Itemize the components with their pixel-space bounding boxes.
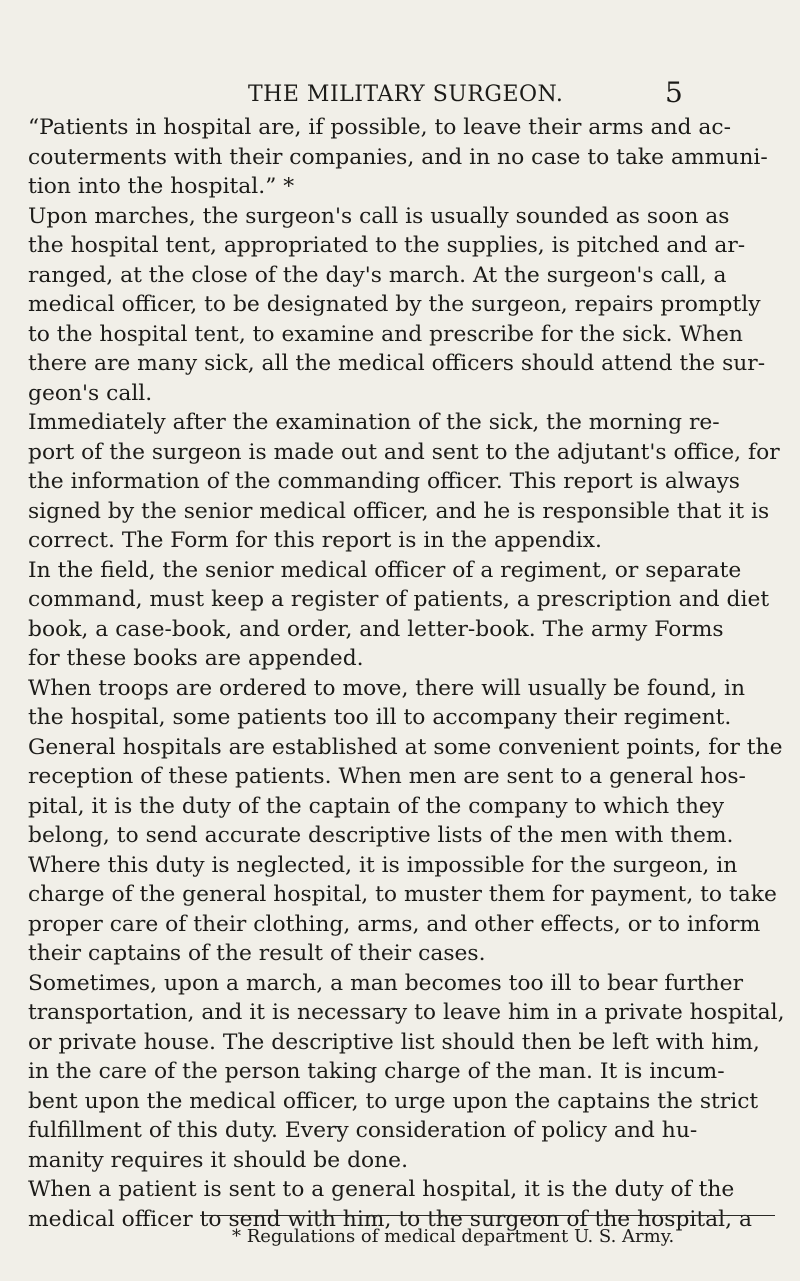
text-line: reception of these patients. When men are sent to a general hos- (28, 764, 746, 789)
text-line: or private house. The descriptive list should then be left with him, (28, 1029, 760, 1055)
text-line: proper care of their clothing, arms, and other effects, or to inform (28, 911, 761, 937)
text-line: medical officer, to be designated by the surgeon, repairs promptly (28, 292, 761, 317)
text-line: pital, it is the duty of the captain of the company to which they (28, 793, 725, 819)
body-text (28, 113, 798, 1234)
text-line: geon's call. (28, 380, 153, 406)
text-line: correct. The Form for this report is in the appendix. (28, 528, 602, 553)
text-line: Sometimes, upon a march, a man becomes too ill to bear further (28, 970, 743, 996)
text-line: “Patients in hospital are, if possible, to leave their arms and ac- (28, 115, 731, 140)
text-line: there are many sick, all the medical officers should attend the sur- (28, 351, 766, 376)
text-line: for these books are appended. (28, 646, 364, 671)
text-line: the hospital, some patients too ill to accompany their regiment. (28, 705, 732, 730)
text-line: to the hospital tent, to examine and prescribe for the sick. When (28, 321, 743, 347)
footnote-rule (200, 1215, 775, 1216)
text-line: belong, to send accurate descriptive lists of the men with them. (28, 823, 734, 848)
text-line: command, must keep a register of patients, a prescription and diet (28, 587, 770, 612)
text-line: General hospitals are established at some convenient points, for the (28, 734, 783, 760)
text-line: In the field, the senior medical officer of a regiment, or separate (28, 557, 742, 583)
text-line: medical officer to send with him, to the surgeon of the hospital, a (28, 1206, 752, 1232)
text-line: port of the surgeon is made out and sent to the adjutant's office, for (28, 439, 780, 465)
text-line: bent upon the medical officer, to urge upon the captains the strict (28, 1088, 759, 1114)
page-number: 5 (665, 76, 683, 109)
text-line: in the care of the person taking charge of the man. It is incum- (28, 1059, 725, 1084)
text-line: Where this duty is neglected, it is impossible for the surgeon, in (28, 852, 738, 878)
text-line: ranged, at the close of the day's march. At the surgeon's call, a (28, 262, 727, 288)
text-line: the information of the commanding officer. This report is always (28, 469, 740, 494)
text-line: tion into the hospital.” * (28, 174, 295, 199)
text-line: manity requires it should be done. (28, 1147, 409, 1173)
text-line: signed by the senior medical officer, and he is responsible that it is (28, 498, 770, 524)
text-line: When troops are ordered to move, there will usually be found, in (28, 675, 746, 701)
text-line: their captains of the result of their cases. (28, 941, 486, 966)
text-line: fulfillment of this duty. Every consideration of policy and hu- (28, 1118, 698, 1143)
footnote: * Regulations of medical department U. S. Army. (232, 1226, 675, 1247)
text-line: book, a case-book, and order, and letter-book. The army Forms (28, 616, 724, 642)
text-line: couterments with their companies, and in no case to take ammuni- (28, 144, 768, 170)
text-line: Immediately after the examination of the sick, the morning re- (28, 410, 720, 435)
running-head: THE MILITARY SURGEON. (248, 82, 564, 107)
page-header (30, 76, 800, 112)
text-line: Upon marches, the surgeon's call is usually sounded as soon as (28, 203, 730, 229)
text-line: transportation, and it is necessary to leave him in a private hospital, (28, 1000, 785, 1025)
text-line: charge of the general hospital, to muster them for payment, to take (28, 882, 777, 907)
text-line: When a patient is sent to a general hospital, it is the duty of the (28, 1177, 735, 1202)
text-line: the hospital tent, appropriated to the supplies, is pitched and ar- (28, 233, 746, 258)
